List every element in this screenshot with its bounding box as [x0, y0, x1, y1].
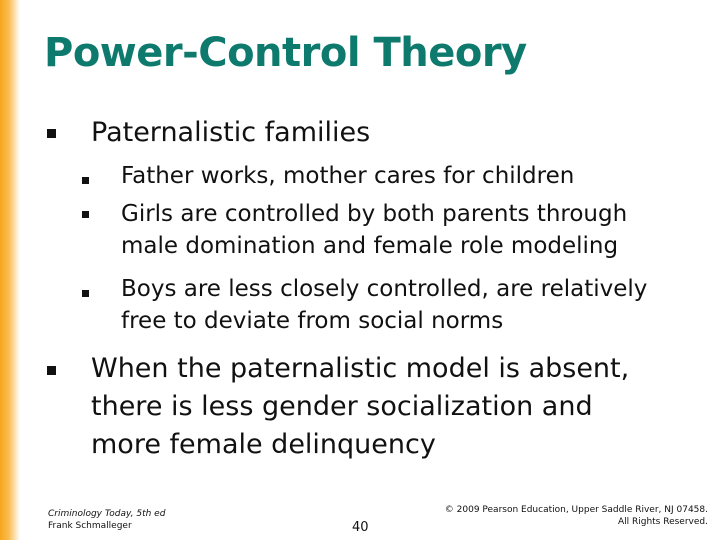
- copyright-line-2: All Rights Reserved.: [617, 517, 708, 527]
- bullet-square-icon: [47, 129, 56, 138]
- copyright-line-1: © 2009 Pearson Education, Upper Saddle River, NJ 07458.: [444, 505, 708, 515]
- footer-book-title: Criminology Today, 5th ed: [48, 509, 166, 519]
- sub-bullet-square-icon: [82, 211, 89, 218]
- bullet-paternalistic-families: Paternalistic families: [91, 117, 371, 148]
- footer-citation: [48, 508, 165, 532]
- footer-author: Frank Schmalleger: [48, 521, 132, 531]
- sub-bullet-square-icon: [82, 290, 89, 297]
- bullet-square-icon: [47, 366, 56, 375]
- decorative-side-stripe: [0, 0, 20, 540]
- slide-title: Power-Control Theory: [44, 30, 527, 76]
- sub-bullet-girls-controlled: Girls are controlled by both parents through male domination and female role modeling: [121, 201, 628, 259]
- sub-bullet-boys-less-controlled: Boys are less closely controlled, are relatively free to deviate from social norms: [121, 276, 648, 334]
- sub-bullet-square-icon: [82, 177, 89, 184]
- bullet-paternalistic-model-absent: When the paternalistic model is absent, there is less gender socialization and more female delinquency: [91, 353, 630, 460]
- page-number: 40: [352, 520, 369, 535]
- footer-copyright: [445, 504, 708, 528]
- sub-bullet-father-works: Father works, mother cares for children: [121, 163, 575, 189]
